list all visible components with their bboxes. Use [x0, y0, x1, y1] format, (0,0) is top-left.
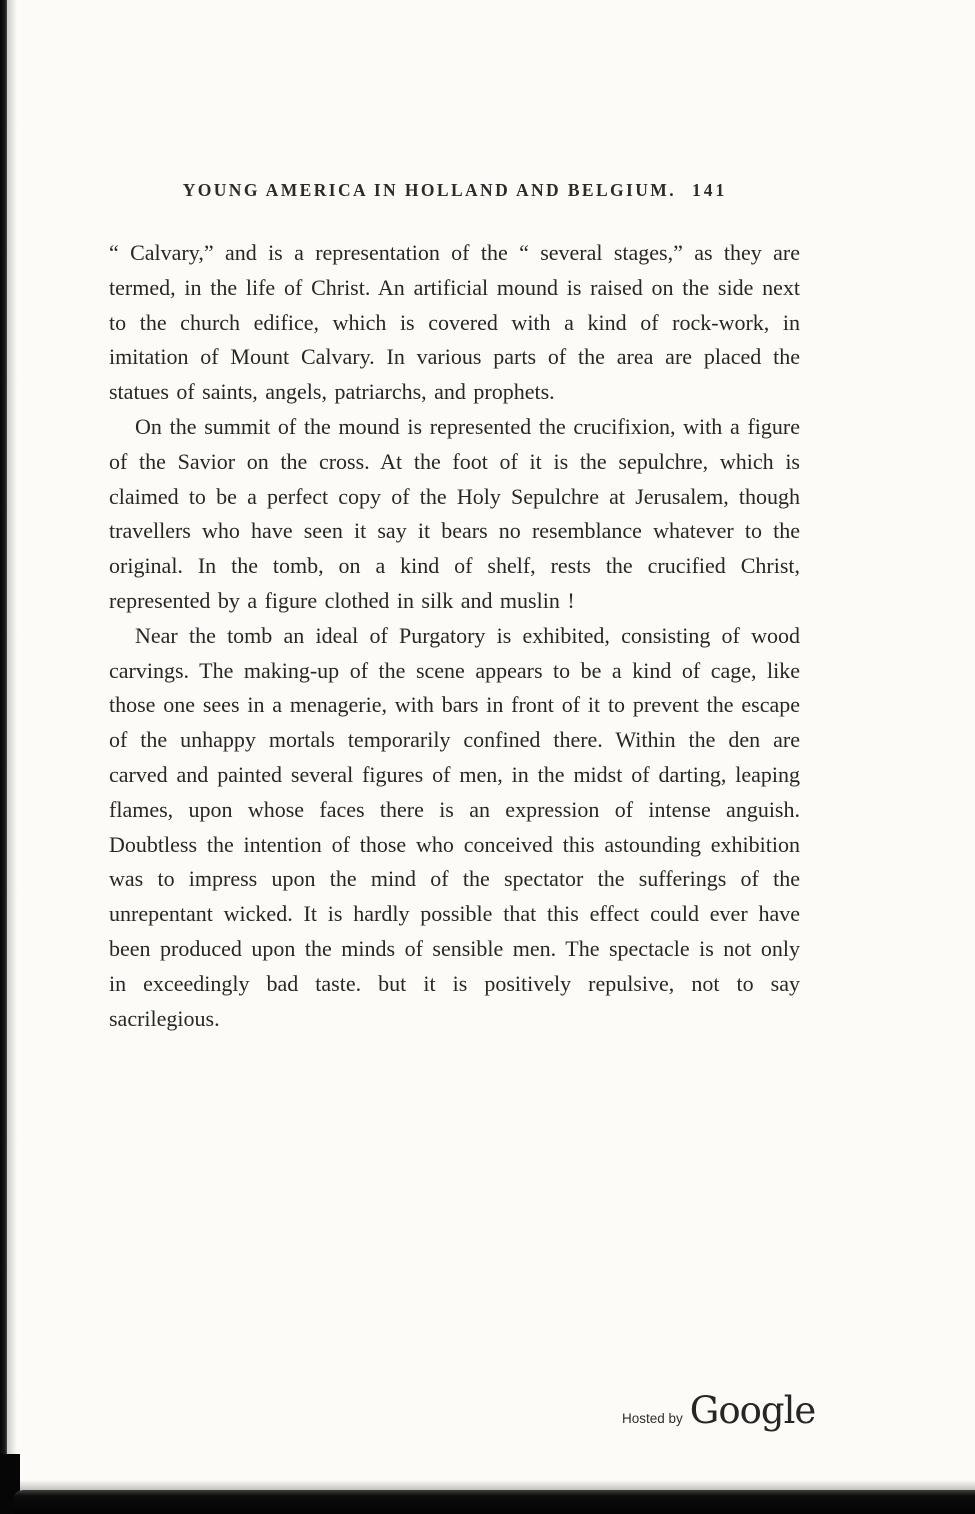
scan-edge-left: [0, 0, 7, 1514]
page-body: [109, 236, 800, 1036]
page-number: 141: [692, 180, 728, 200]
paragraph-2: On the summit of the mound is represented the crucifixion, with a figure of the Savior on the cross. At the foot of it is the sepulchre, which is claimed to be a perfect copy of the Holy Sepulchre at Jerusalem, though travellers who have seen it say it bears no resemblance whatever to the original. In the tomb, on a kind of shelf, rests the crucified Christ, represented by a figure clothed in silk and muslin !: [109, 413, 800, 613]
google-books-watermark: [622, 1389, 816, 1432]
google-logo: Google: [689, 1389, 816, 1432]
scan-edge-bottom-shadow: [13, 1480, 975, 1490]
header-title: YOUNG AMERICA IN HOLLAND AND BELGIUM.: [182, 180, 677, 200]
paragraph-3: Near the tomb an ideal of Purgatory is exhibited, consisting of wood carvings. The making-up of the scene appears to be a kind of cage, like those one sees in a menagerie, with bars in front of it to prevent the escape of the unhappy mortals temporarily confined there. Within the den are carved and painted several figures of men, in the midst of darting, leaping flames, upon whose faces there is an expression of intense anguish. Doubtless the intention of those who conceived this astounding exhibition was to impress upon the mind of the spectator the sufferings of the unrepentant wicked. It is hardly possible that this effect could ever have been produced upon the minds of sensible men. The spectacle is not only in exceedingly bad taste. but it is positively repulsive, not to say sacrilegious.: [109, 622, 800, 1031]
running-header: [108, 180, 802, 201]
hosted-by-label: Hosted by: [622, 1411, 683, 1426]
scan-edge-left-shadow: [7, 0, 17, 1514]
scan-edge-bottom: [13, 1490, 975, 1514]
paragraph-1: “ Calvary,” and is a representation of the “ several stages,” as they are termed, in the life of Christ. An artificial mound is raised on the side next to the church edifice, which is covered with a kind of rock-work, in imitation of Mount Calvary. In various parts of the area are placed the statues of saints, angels, patriarchs, and prophets.: [109, 240, 800, 405]
